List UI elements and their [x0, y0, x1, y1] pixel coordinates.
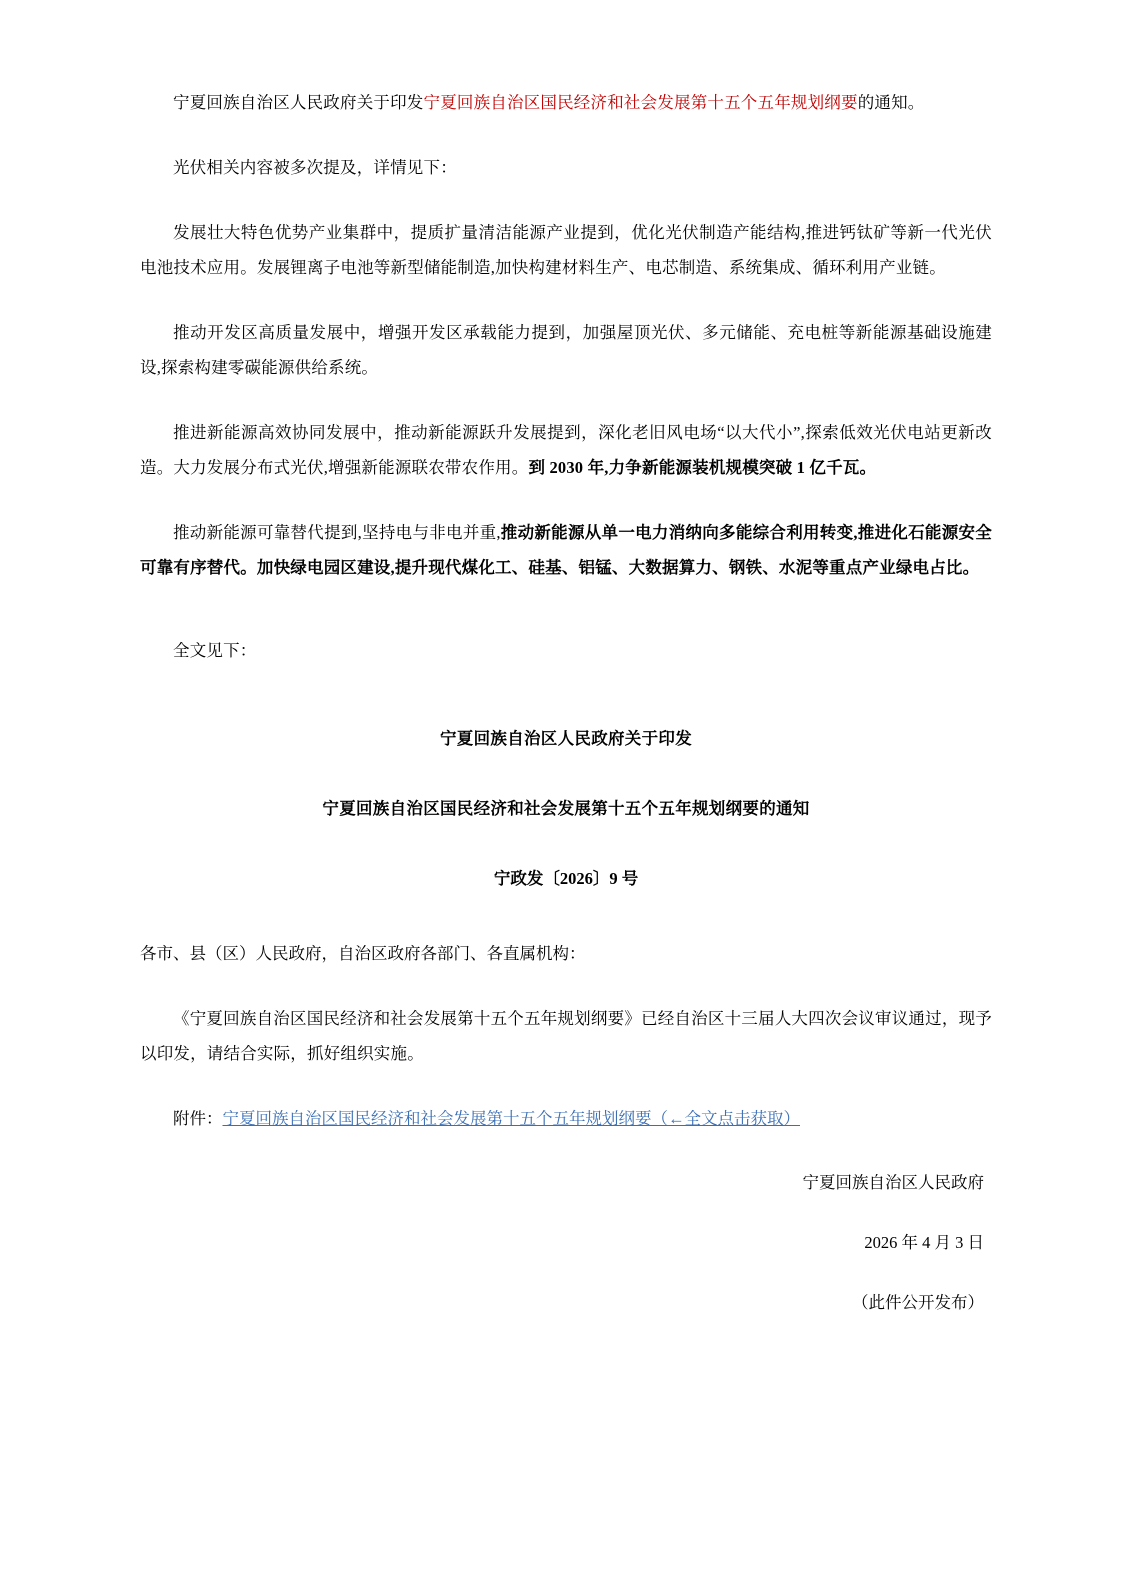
paragraph-text: 发展壮大特色优势产业集群中，提质扩量清洁能源产业提到，优化光伏制造产能结构,推进钙钛矿等新一代光伏电池技术应用。发展锂离子电池等新型储能制造,加快构建材料生产、电芯制造、系统集成、循环利用产业链。 [140, 222, 992, 277]
intro-highlight: 宁夏回族自治区国民经济和社会发展第十五个五年规划纲要 [423, 93, 858, 112]
full-text-label: 全文见下： [173, 640, 257, 660]
publish-note: （此件公开发布） [852, 1292, 984, 1312]
paragraph-text-bold: 到 2030 年,力争新能源装机规模突破 1 亿千瓦。 [528, 457, 877, 477]
paragraph-text-bold: 推动新能源从单一电力消纳向多能综合利用转变,推进化石能源安全可靠有序替代。加快绿电园区建设,提升现代煤化工、硅基、铝锰、大数据算力、钢铁、水泥等重点产业绿电占比。 [140, 522, 992, 577]
paragraph-text: 推动新能源可靠替代提到,坚持电与非电并重, [173, 522, 501, 542]
paragraph-reliable-substitution [140, 516, 992, 586]
paragraph-text: 推进新能源高效协同发展中，推动新能源跃升发展提到，深化老旧风电场“以大代小”,探索低效光伏电站更新改造。大力发展分布式光伏,增强新能源联农带农作用。 [140, 422, 992, 477]
paragraph-development-zone [140, 316, 992, 386]
body-paragraph: 《宁夏回族自治区国民经济和社会发展第十五个五年规划纲要》已经自治区十三届人大四次会议审议通过，现予以印发，请结合实际，抓好组织实施。 [140, 1008, 992, 1063]
intro-prefix: 宁夏回族自治区人民政府关于印发 [173, 93, 424, 112]
document-number: 宁政发〔2026〕9 号 [493, 868, 639, 888]
attachment-link[interactable]: 宁夏回族自治区国民经济和社会发展第十五个五年规划纲要（←全文点击获取） [222, 1108, 800, 1128]
paragraph-text: 推动开发区高质量发展中，增强开发区承载能力提到，加强屋顶光伏、多元储能、充电桩等新能源基础设施建设,探索构建零碳能源供给系统。 [140, 322, 992, 377]
paragraph-industry-cluster [140, 216, 992, 286]
date-line: 2026 年 4 月 3 日 [864, 1232, 984, 1252]
official-title-line-2: 宁夏回族自治区国民经济和社会发展第十五个五年规划纲要的通知 [322, 798, 810, 818]
intro-paragraph [140, 86, 992, 121]
note-paragraph: 光伏相关内容被多次提及，详情见下： [173, 157, 457, 177]
attachment-label: 附件： [173, 1108, 223, 1128]
paragraph-new-energy-coordination [140, 416, 992, 486]
official-title-line-1: 宁夏回族自治区人民政府关于印发 [440, 728, 692, 748]
issuer-line: 宁夏回族自治区人民政府 [802, 1172, 984, 1192]
attachment-line [140, 1102, 992, 1135]
addressee-line: 各市、县（区）人民政府，自治区政府各部门、各直属机构： [140, 943, 586, 963]
intro-suffix: 的通知。 [857, 93, 925, 112]
